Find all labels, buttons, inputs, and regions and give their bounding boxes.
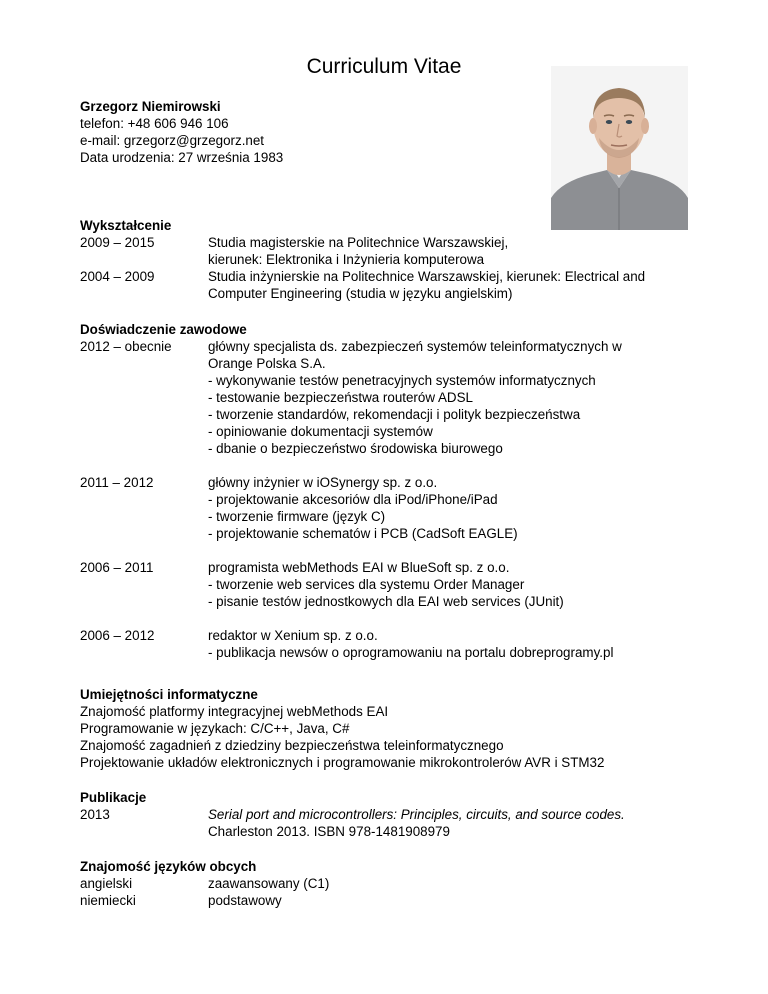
publication-details: Charleston 2013. ISBN 978-1481908979 [208,824,450,839]
language-item [80,875,680,892]
publications-heading: Publikacje [80,790,147,805]
document-title: Curriculum Vitae [306,55,462,78]
skill-line: Znajomość platformy integracyjnej webMethods EAI [80,704,389,719]
experience-item [80,338,680,457]
experience-line: programista webMethods EAI w BlueSoft sp. z o.o. [208,560,510,575]
language-level: podstawowy [208,893,282,908]
experience-line: główny inżynier w iOSynergy sp. z o.o. [208,475,438,490]
languages-section [80,858,680,909]
language-item [80,892,680,909]
portrait-illustration [551,66,688,230]
skill-line: Projektowanie układów elektronicznych i programowanie mikrokontrolerów AVR i STM32 [80,755,605,770]
profile-photo [551,66,688,230]
skills-section [80,686,680,771]
languages-heading: Znajomość języków obcych [80,859,257,874]
experience-line: - pisanie testów jednostkowych dla EAI web services (JUnit) [208,594,564,609]
education-item [80,234,680,268]
personal-info [80,98,283,166]
publication-year: 2013 [80,807,110,822]
person-email: e-mail: grzegorz@grzegorz.net [80,133,265,148]
language-level: zaawansowany (C1) [208,876,330,891]
publication-title: Serial port and microcontrollers: Principles, circuits, and source codes. [208,807,625,822]
experience-item [80,559,680,610]
experience-line: redaktor w Xenium sp. z o.o. [208,628,378,643]
person-phone: telefon: +48 606 946 106 [80,116,229,131]
experience-item [80,627,680,661]
experience-line: Orange Polska S.A. [208,356,326,371]
experience-line: - projektowanie schematów i PCB (CadSoft EAGLE) [208,526,518,541]
publication-item [80,806,680,840]
skill-line: Programowanie w językach: C/C++, Java, C# [80,721,350,736]
experience-section [80,321,680,661]
experience-line: - tworzenie web services dla systemu Order Manager [208,577,525,592]
experience-heading: Doświadczenie zawodowe [80,322,247,337]
experience-line: - publikacja newsów o oprogramowaniu na portalu dobreprogramy.pl [208,645,614,660]
experience-line: - wykonywanie testów penetracyjnych systemów informatycznych [208,373,596,388]
language-name: niemiecki [80,893,136,908]
education-line: Studia inżynierskie na Politechnice Warszawskiej, kierunek: Electrical and [208,269,646,284]
education-item [80,268,680,302]
skills-heading: Umiejętności informatyczne [80,687,258,702]
education-line: Computer Engineering (studia w języku angielskim) [208,286,513,301]
education-heading: Wykształcenie [80,218,172,233]
experience-line: - tworzenie standardów, rekomendacji i polityk bezpieczeństwa [208,407,581,422]
education-dates: 2009 – 2015 [80,235,155,250]
experience-line: - opiniowanie dokumentacji systemów [208,424,433,439]
education-line: Studia magisterskie na Politechnice Warszawskiej, [208,235,509,250]
experience-line: - testowanie bezpieczeństwa routerów ADSL [208,390,473,405]
language-name: angielski [80,876,133,891]
skill-line: Znajomość zagadnień z dziedziny bezpieczeństwa teleinformatycznego [80,738,504,753]
education-line: kierunek: Elektronika i Inżynieria komputerowa [208,252,485,267]
experience-dates: 2006 – 2011 [80,560,154,575]
experience-dates: 2011 – 2012 [80,475,154,490]
experience-item [80,474,680,542]
experience-dates: 2012 – obecnie [80,339,172,354]
experience-line: - dbanie o bezpieczeństwo środowiska biurowego [208,441,503,456]
experience-line: - tworzenie firmware (język C) [208,509,386,524]
education-section [80,217,680,302]
person-name: Grzegorz Niemirowski [80,99,221,114]
person-birthdate: Data urodzenia: 27 września 1983 [80,150,284,165]
experience-line: - projektowanie akcesoriów dla iPod/iPhone/iPad [208,492,498,507]
experience-dates: 2006 – 2012 [80,628,155,643]
publications-section [80,789,680,840]
experience-line: główny specjalista ds. zabezpieczeń systemów teleinformatycznych w [208,339,622,354]
education-dates: 2004 – 2009 [80,269,155,284]
